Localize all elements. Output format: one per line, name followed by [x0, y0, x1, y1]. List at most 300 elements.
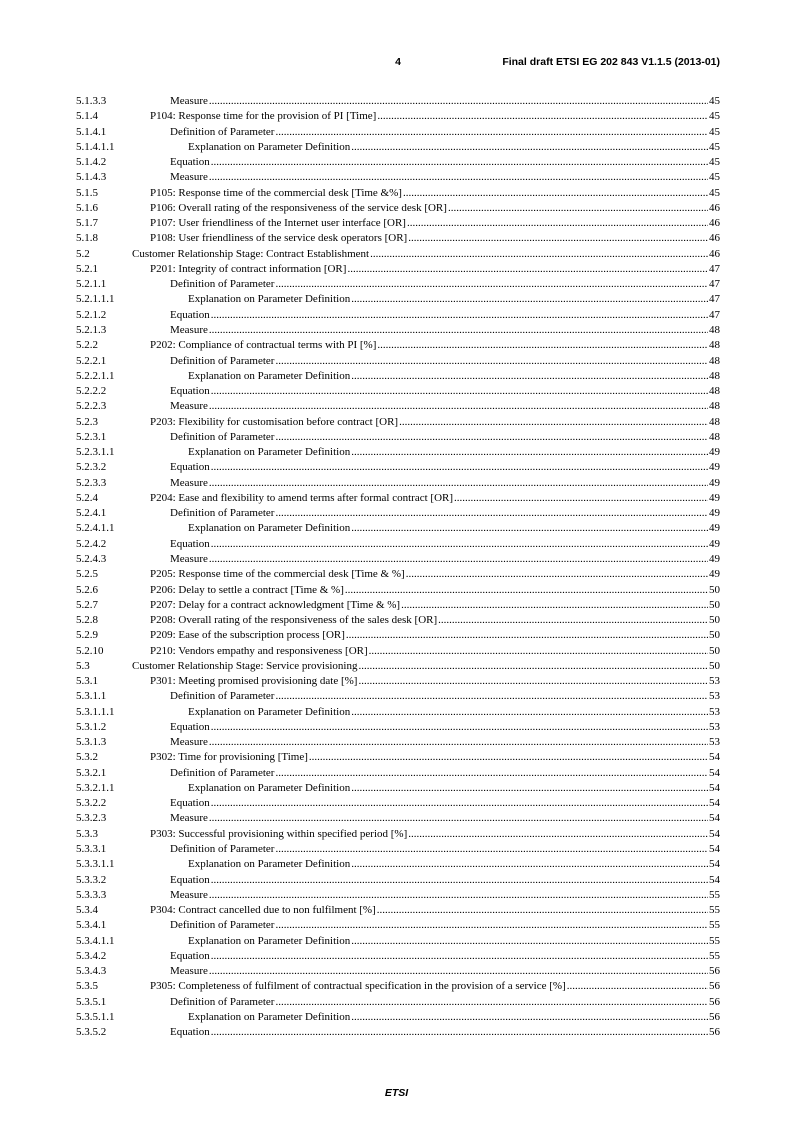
toc-entry[interactable] [76, 918, 720, 933]
toc-entry-number: 5.3.2.1.1 [76, 781, 115, 794]
toc-entry-number: 5.2.3.2 [76, 461, 107, 474]
toc-entry-page: 45 [709, 156, 720, 169]
toc-entry[interactable] [76, 231, 720, 246]
toc-entry-page: 48 [709, 323, 720, 336]
toc-entry[interactable] [76, 811, 720, 826]
toc-entry-title: Definition of Parameter [170, 278, 275, 291]
toc-entry-number: 5.2.3.3 [76, 476, 107, 489]
toc-entry-title: P206: Delay to settle a contract [Time & %] [150, 583, 344, 596]
toc-entry-number: 5.3.2 [76, 751, 98, 764]
toc-entry-title: Explanation on Parameter Definition [188, 140, 351, 153]
toc-entry-page: 45 [709, 186, 720, 199]
toc-entry[interactable] [76, 460, 720, 475]
toc-entry-number: 5.3.5.1 [76, 995, 107, 1008]
toc-entry-page: 47 [709, 278, 720, 291]
toc-entry[interactable] [76, 399, 720, 414]
toc-entry[interactable] [76, 338, 720, 353]
toc-entry-page: 48 [709, 430, 720, 443]
toc-entry-title: Explanation on Parameter Definition [188, 934, 351, 947]
toc-entry-title: P203: Flexibility for customisation before contract [OR] [150, 415, 399, 428]
toc-dot-leader [345, 583, 708, 598]
toc-entry[interactable] [76, 445, 720, 460]
toc-entry-page: 49 [709, 476, 720, 489]
toc-entry-page: 49 [709, 568, 720, 581]
toc-dot-leader [209, 323, 708, 338]
toc-entry[interactable] [76, 857, 720, 872]
toc-dot-leader [346, 628, 708, 643]
toc-entry-number: 5.3.3.1.1 [76, 858, 115, 871]
toc-entry-number: 5.2.2.1 [76, 354, 107, 367]
toc-entry-number: 5.2.2.3 [76, 400, 107, 413]
toc-entry-title: Explanation on Parameter Definition [188, 705, 351, 718]
toc-entry-title: Explanation on Parameter Definition [188, 293, 351, 306]
toc-entry[interactable] [76, 491, 720, 506]
toc-entry-number: 5.2.5 [76, 568, 98, 581]
toc-entry-number: 5.2.4.3 [76, 552, 107, 565]
toc-entry-page: 56 [709, 1010, 720, 1023]
toc-entry-page: 53 [709, 720, 720, 733]
toc-entry-number: 5.3.2.1 [76, 766, 107, 779]
toc-entry[interactable] [76, 964, 720, 979]
toc-dot-leader [408, 231, 708, 246]
toc-entry-page: 50 [709, 629, 720, 642]
toc-entry-title: Definition of Parameter [170, 766, 275, 779]
toc-entry-page: 48 [709, 339, 720, 352]
toc-dot-leader [209, 552, 708, 567]
toc-entry[interactable] [76, 659, 720, 674]
document-title: Final draft ETSI EG 202 843 V1.1.5 (2013-01) [502, 56, 720, 68]
toc-entry-page: 49 [709, 461, 720, 474]
toc-entry-page: 55 [709, 919, 720, 932]
toc-entry[interactable] [76, 109, 720, 124]
toc-dot-leader [351, 140, 708, 155]
toc-dot-leader [351, 1010, 708, 1025]
toc-entry[interactable] [76, 140, 720, 155]
toc-entry[interactable] [76, 1010, 720, 1025]
toc-entry[interactable] [76, 766, 720, 781]
toc-entry-number: 5.3.1.2 [76, 720, 107, 733]
toc-entry[interactable] [76, 567, 720, 582]
toc-dot-leader [351, 934, 708, 949]
toc-entry-number: 5.3.2.3 [76, 812, 107, 825]
toc-entry-number: 5.2.1 [76, 262, 98, 275]
toc-entry[interactable] [76, 537, 720, 552]
toc-dot-leader [209, 476, 708, 491]
toc-entry-number: 5.2.3.1 [76, 430, 107, 443]
toc-dot-leader [209, 964, 708, 979]
toc-entry[interactable] [76, 415, 720, 430]
toc-entry-title: P105: Response time of the commercial desk [Time &%] [150, 186, 402, 199]
toc-entry-title: Measure [170, 552, 208, 565]
toc-dot-leader [358, 674, 708, 689]
toc-entry-title: P301: Meeting promised provisioning date [%] [150, 675, 358, 688]
toc-dot-leader [209, 170, 708, 185]
toc-entry-title: Definition of Parameter [170, 430, 275, 443]
toc-entry-page: 49 [709, 446, 720, 459]
toc-entry-title: Equation [170, 873, 210, 886]
toc-dot-leader [211, 308, 708, 323]
toc-entry[interactable] [76, 705, 720, 720]
toc-entry[interactable] [76, 506, 720, 521]
toc-entry[interactable] [76, 521, 720, 536]
toc-entry-page: 48 [709, 415, 720, 428]
toc-entry-number: 5.3.3.3 [76, 888, 107, 901]
toc-entry-page: 50 [709, 583, 720, 596]
toc-dot-leader [275, 125, 708, 140]
toc-entry-page: 53 [709, 705, 720, 718]
toc-entry[interactable] [76, 644, 720, 659]
toc-dot-leader [209, 888, 708, 903]
toc-entry-title: Definition of Parameter [170, 125, 275, 138]
toc-entry-page: 48 [709, 354, 720, 367]
toc-entry-number: 5.3.1.3 [76, 736, 107, 749]
toc-entry-page: 47 [709, 308, 720, 321]
toc-entry[interactable] [76, 170, 720, 185]
toc-entry-title: P210: Vendors empathy and responsiveness [OR] [150, 644, 368, 657]
toc-dot-leader [275, 430, 708, 445]
toc-entry-page: 53 [709, 736, 720, 749]
toc-entry-page: 45 [709, 95, 720, 107]
toc-entry-title: Measure [170, 888, 208, 901]
toc-entry-title: Equation [170, 461, 210, 474]
toc-entry-title: P201: Integrity of contract information [OR] [150, 262, 347, 275]
toc-entry-title: Measure [170, 812, 208, 825]
toc-entry-number: 5.3.3.1 [76, 843, 107, 856]
toc-dot-leader [275, 354, 708, 369]
toc-entry[interactable] [76, 430, 720, 445]
toc-entry-title: Measure [170, 965, 208, 978]
toc-dot-leader [211, 384, 708, 399]
toc-entry[interactable] [76, 216, 720, 231]
toc-dot-leader [377, 903, 708, 918]
toc-entry-title: Equation [170, 308, 210, 321]
toc-entry[interactable] [76, 155, 720, 170]
toc-entry-number: 5.1.4.1 [76, 125, 107, 138]
toc-entry[interactable] [76, 125, 720, 140]
toc-entry-title: Explanation on Parameter Definition [188, 522, 351, 535]
toc-entry-number: 5.2.4.1.1 [76, 522, 115, 535]
toc-entry-title: Measure [170, 323, 208, 336]
toc-entry-title: P302: Time for provisioning [Time] [150, 751, 308, 764]
toc-dot-leader [351, 521, 708, 536]
toc-entry-page: 45 [709, 125, 720, 138]
toc-entry[interactable] [76, 720, 720, 735]
toc-entry-number: 5.3.3.2 [76, 873, 107, 886]
toc-dot-leader [401, 598, 708, 613]
toc-entry-title: P208: Overall rating of the responsiveness of the sales desk [OR] [150, 614, 438, 627]
toc-dot-leader [408, 827, 708, 842]
toc-entry-page: 53 [709, 690, 720, 703]
toc-entry-number: 5.2.10 [76, 644, 104, 657]
toc-entry[interactable] [76, 94, 720, 109]
toc-dot-leader [399, 415, 708, 430]
toc-entry-title: Equation [170, 949, 210, 962]
toc-entry[interactable] [76, 292, 720, 307]
toc-dot-leader [351, 705, 708, 720]
toc-entry-number: 5.3.3 [76, 827, 98, 840]
toc-entry-number: 5.2.1.1 [76, 278, 107, 291]
toc-entry-page: 54 [709, 827, 720, 840]
toc-entry-page: 54 [709, 781, 720, 794]
toc-entry-page: 49 [709, 522, 720, 535]
toc-entry[interactable] [76, 628, 720, 643]
toc-entry-number: 5.2.9 [76, 629, 98, 642]
toc-dot-leader [275, 689, 708, 704]
toc-entry-number: 5.3.4.3 [76, 965, 107, 978]
toc-entry-number: 5.3.4 [76, 904, 98, 917]
toc-dot-leader [209, 399, 708, 414]
toc-entry-title: Definition of Parameter [170, 690, 275, 703]
toc-dot-leader [211, 155, 708, 170]
toc-entry[interactable] [76, 995, 720, 1010]
toc-entry-title: Explanation on Parameter Definition [188, 446, 351, 459]
toc-entry[interactable] [76, 1025, 720, 1040]
toc-entry-title: Equation [170, 537, 210, 550]
page-header [76, 56, 720, 72]
toc-entry-title: P303: Successful provisioning within specified period [%] [150, 827, 408, 840]
toc-entry-title: Equation [170, 797, 210, 810]
toc-entry[interactable] [76, 384, 720, 399]
toc-entry-title: Explanation on Parameter Definition [188, 369, 351, 382]
toc-entry-page: 45 [709, 110, 720, 123]
toc-entry-page: 56 [709, 1026, 720, 1039]
toc-entry[interactable] [76, 735, 720, 750]
toc-entry[interactable] [76, 186, 720, 201]
toc-entry-number: 5.1.7 [76, 217, 98, 230]
toc-entry[interactable] [76, 323, 720, 338]
toc-entry-page: 50 [709, 644, 720, 657]
toc-entry-page: 48 [709, 369, 720, 382]
toc-entry-title: Equation [170, 156, 210, 169]
toc-entry-title: P205: Response time of the commercial desk [Time & %] [150, 568, 405, 581]
toc-entry-title: Measure [170, 400, 208, 413]
toc-entry[interactable] [76, 842, 720, 857]
toc-entry-page: 54 [709, 751, 720, 764]
toc-entry-page: 49 [709, 491, 720, 504]
toc-entry-page: 55 [709, 888, 720, 901]
toc-entry-page: 54 [709, 873, 720, 886]
toc-entry[interactable] [76, 583, 720, 598]
toc-entry-title: Equation [170, 1026, 210, 1039]
toc-entry-number: 5.2.1.1.1 [76, 293, 115, 306]
toc-entry-number: 5.3.5.1.1 [76, 1010, 115, 1023]
toc-dot-leader [309, 750, 708, 765]
toc-entry-page: 54 [709, 812, 720, 825]
toc-entry-title: P204: Ease and flexibility to amend terms after formal contract [OR] [150, 491, 454, 504]
toc-entry-number: 5.3 [76, 659, 90, 672]
toc-dot-leader [358, 659, 708, 674]
toc-entry-title: Explanation on Parameter Definition [188, 781, 351, 794]
toc-entry-number: 5.2.2.2 [76, 385, 107, 398]
toc-entry[interactable] [76, 552, 720, 567]
toc-entry[interactable] [76, 277, 720, 292]
toc-dot-leader [351, 445, 708, 460]
toc-dot-leader [209, 94, 708, 109]
toc-entry-number: 5.3.4.2 [76, 949, 107, 962]
toc-entry[interactable] [76, 369, 720, 384]
toc-dot-leader [211, 537, 708, 552]
toc-dot-leader [351, 369, 708, 384]
toc-entry-number: 5.2.7 [76, 598, 98, 611]
toc-entry[interactable] [76, 781, 720, 796]
toc-entry-title: P207: Delay for a contract acknowledgment [Time & %] [150, 598, 401, 611]
toc-dot-leader [211, 460, 708, 475]
toc-dot-leader [369, 644, 708, 659]
toc-entry-number: 5.2.4 [76, 491, 98, 504]
toc-entry-page: 49 [709, 537, 720, 550]
toc-entry-page: 48 [709, 385, 720, 398]
toc-entry-title: P304: Contract cancelled due to non fulfilment [%] [150, 904, 376, 917]
toc-entry-number: 5.2.2.1.1 [76, 369, 115, 382]
toc-entry-title: Measure [170, 476, 208, 489]
table-of-contents [76, 94, 720, 1040]
toc-entry-title: Explanation on Parameter Definition [188, 858, 351, 871]
toc-entry[interactable] [76, 354, 720, 369]
toc-entry-page: 48 [709, 400, 720, 413]
toc-entry-title: Customer Relationship Stage: Service provisioning [132, 659, 358, 672]
toc-entry-page: 54 [709, 766, 720, 779]
toc-dot-leader [211, 796, 708, 811]
toc-dot-leader [370, 247, 708, 262]
toc-dot-leader [403, 186, 708, 201]
toc-dot-leader [406, 567, 708, 582]
toc-dot-leader [407, 216, 708, 231]
toc-entry-number: 5.3.5 [76, 980, 98, 993]
toc-entry-number: 5.2.2 [76, 339, 98, 352]
toc-entry-number: 5.1.6 [76, 201, 98, 214]
toc-entry[interactable] [76, 903, 720, 918]
toc-entry-title: Equation [170, 385, 210, 398]
toc-entry[interactable] [76, 873, 720, 888]
toc-entry[interactable] [76, 689, 720, 704]
page-footer: ETSI [384, 1087, 409, 1099]
toc-dot-leader [275, 277, 708, 292]
toc-entry[interactable] [76, 308, 720, 323]
toc-entry[interactable] [76, 827, 720, 842]
toc-dot-leader [275, 995, 708, 1010]
toc-entry-page: 54 [709, 843, 720, 856]
toc-entry[interactable] [76, 949, 720, 964]
toc-entry-title: Measure [170, 95, 208, 107]
toc-entry-number: 5.2.8 [76, 614, 98, 627]
toc-entry-page: 56 [709, 995, 720, 1008]
toc-dot-leader [275, 918, 708, 933]
toc-entry-page: 45 [709, 140, 720, 153]
toc-entry-page: 46 [709, 247, 720, 260]
toc-entry-page: 56 [709, 965, 720, 978]
toc-entry-number: 5.2.4.1 [76, 507, 107, 520]
toc-entry-page: 49 [709, 507, 720, 520]
toc-entry-title: Customer Relationship Stage: Contract Establishment [132, 247, 370, 260]
toc-dot-leader [454, 491, 708, 506]
toc-entry-page: 45 [709, 171, 720, 184]
toc-dot-leader [275, 842, 708, 857]
toc-entry-number: 5.2 [76, 247, 90, 260]
toc-entry-title: P108: User friendliness of the service desk operators [OR] [150, 232, 408, 245]
toc-entry-page: 54 [709, 797, 720, 810]
toc-entry-number: 5.3.1 [76, 675, 98, 688]
toc-entry-number: 5.3.1.1.1 [76, 705, 115, 718]
toc-dot-leader [209, 735, 708, 750]
toc-entry-number: 5.3.4.1 [76, 919, 107, 932]
toc-entry-title: P107: User friendliness of the Internet user interface [OR] [150, 217, 406, 230]
toc-entry-title: P104: Response time for the provision of PI [Time] [150, 110, 377, 123]
toc-entry-page: 46 [709, 217, 720, 230]
toc-entry-number: 5.2.6 [76, 583, 98, 596]
toc-dot-leader [377, 338, 708, 353]
toc-dot-leader [209, 811, 708, 826]
toc-entry-title: Definition of Parameter [170, 995, 275, 1008]
toc-entry[interactable] [76, 613, 720, 628]
toc-entry[interactable] [76, 598, 720, 613]
toc-entry[interactable] [76, 201, 720, 216]
toc-entry-page: 56 [709, 980, 720, 993]
toc-entry[interactable] [76, 674, 720, 689]
page-number: 4 [395, 56, 401, 68]
toc-entry-number: 5.1.5 [76, 186, 98, 199]
toc-entry-page: 46 [709, 201, 720, 214]
toc-entry-page: 54 [709, 858, 720, 871]
toc-entry[interactable] [76, 262, 720, 277]
toc-entry[interactable] [76, 750, 720, 765]
toc-dot-leader [351, 292, 708, 307]
toc-entry-number: 5.3.4.1.1 [76, 934, 115, 947]
toc-entry[interactable] [76, 476, 720, 491]
toc-entry[interactable] [76, 247, 720, 262]
toc-entry-page: 47 [709, 293, 720, 306]
toc-entry-page: 53 [709, 675, 720, 688]
toc-entry-title: Definition of Parameter [170, 507, 275, 520]
toc-entry[interactable] [76, 979, 720, 994]
toc-dot-leader [211, 873, 708, 888]
toc-entry-page: 46 [709, 232, 720, 245]
toc-entry-title: Definition of Parameter [170, 843, 275, 856]
toc-entry-page: 55 [709, 949, 720, 962]
toc-entry-title: P106: Overall rating of the responsiveness of the service desk [OR] [150, 201, 447, 214]
toc-entry-title: Equation [170, 720, 210, 733]
toc-dot-leader [438, 613, 708, 628]
toc-entry-number: 5.2.3 [76, 415, 98, 428]
toc-entry-number: 5.3.5.2 [76, 1026, 107, 1039]
toc-entry-number: 5.1.4.1.1 [76, 140, 115, 153]
toc-entry-page: 49 [709, 552, 720, 565]
toc-entry-number: 5.3.2.2 [76, 797, 107, 810]
toc-entry-number: 5.1.4 [76, 110, 98, 123]
toc-dot-leader [211, 949, 708, 964]
toc-dot-leader [211, 720, 708, 735]
toc-entry-number: 5.1.4.3 [76, 171, 107, 184]
toc-entry-page: 55 [709, 934, 720, 947]
toc-entry-title: P305: Completeness of fulfilment of contractual specification in the provision of a service [%] [150, 980, 566, 993]
toc-entry[interactable] [76, 888, 720, 903]
toc-dot-leader [377, 109, 708, 124]
toc-entry[interactable] [76, 796, 720, 811]
toc-entry-title: P202: Compliance of contractual terms with PI [%] [150, 339, 377, 352]
toc-dot-leader [211, 1025, 708, 1040]
toc-entry-number: 5.2.3.1.1 [76, 446, 115, 459]
toc-dot-leader [351, 781, 708, 796]
toc-dot-leader [567, 979, 708, 994]
toc-entry-page: 50 [709, 614, 720, 627]
toc-entry-page: 50 [709, 598, 720, 611]
toc-entry-title: Definition of Parameter [170, 919, 275, 932]
toc-entry-number: 5.1.8 [76, 232, 98, 245]
toc-entry[interactable] [76, 934, 720, 949]
toc-entry-title: Measure [170, 736, 208, 749]
toc-entry-page: 55 [709, 904, 720, 917]
toc-entry-title: Definition of Parameter [170, 354, 275, 367]
toc-dot-leader [347, 262, 708, 277]
